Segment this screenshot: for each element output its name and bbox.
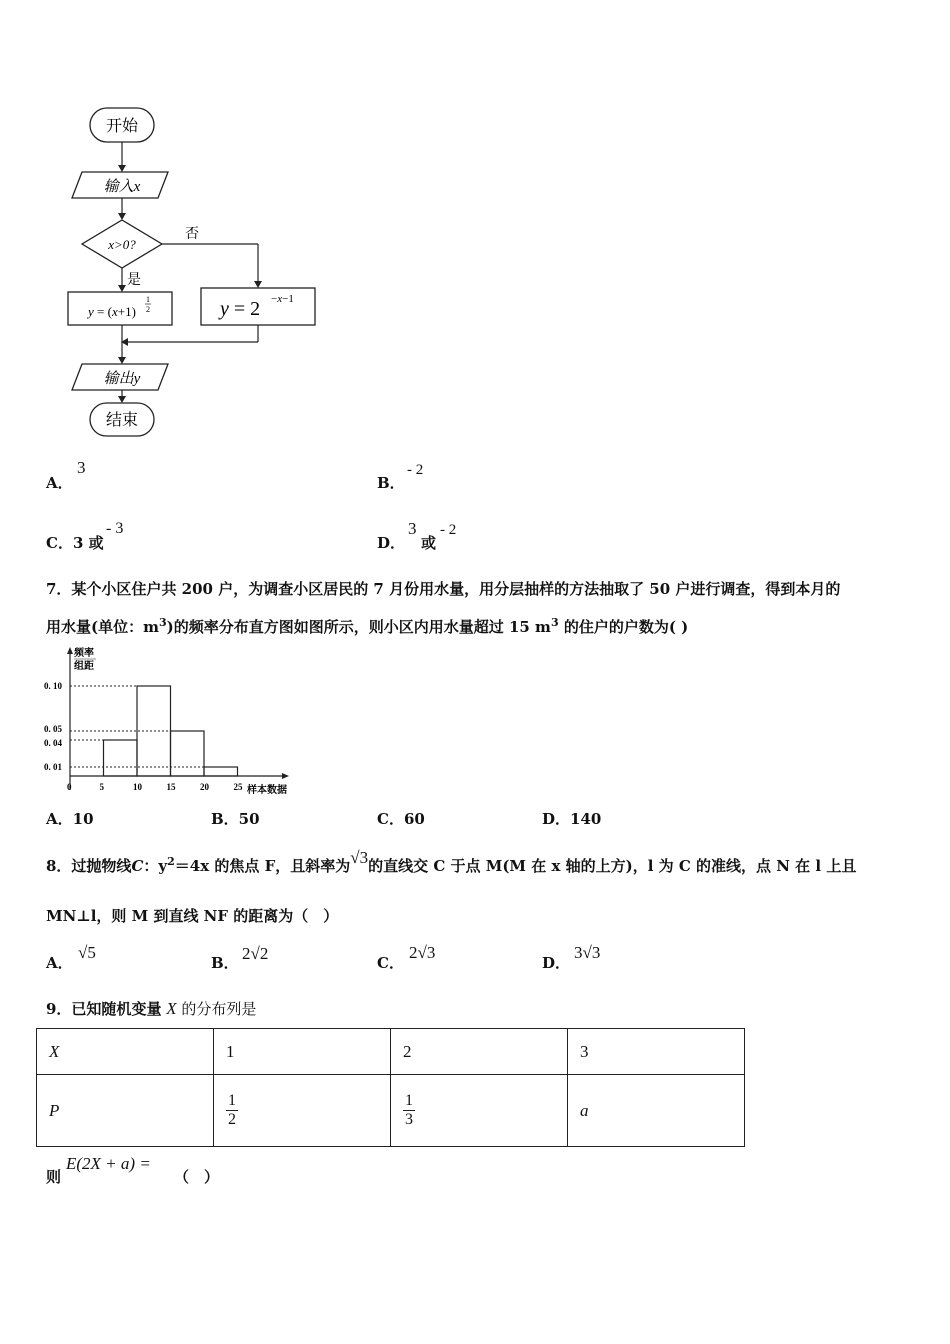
table-row (37, 1075, 745, 1147)
flow-yes-label: 是 (127, 273, 141, 288)
q8-option-b-value: 2√2 (242, 944, 269, 963)
q7-option-c[interactable]: C．60 (377, 810, 425, 828)
table-cell: 1 (214, 1029, 391, 1075)
x-tick-label: 5 (99, 782, 104, 792)
histogram-bar (204, 767, 238, 776)
q9-final-paren: （ ） (174, 1168, 220, 1186)
flow-start-text: 开始 (105, 118, 139, 135)
table-cell (214, 1075, 391, 1147)
distribution-table (36, 1028, 745, 1147)
table-cell: 3 (568, 1029, 745, 1075)
flow-no-formula: y = 2 (220, 298, 261, 320)
table-cell (391, 1075, 568, 1147)
flow-end-text: 结束 (105, 412, 139, 429)
q7-option-d[interactable]: D．140 (542, 810, 602, 828)
flowchart (60, 100, 340, 440)
fraction: $\frac{1}{3}$ (405, 1092, 413, 1128)
x-axis-label: 样本数据 (247, 785, 287, 796)
y-tick-label: 0. 05 (44, 724, 62, 734)
q8-sqrt3: √3 (350, 848, 369, 867)
q9-title: 9．已知随机变量 X 的分布列是 (46, 999, 257, 1018)
flow-no-label: 否 (185, 227, 199, 242)
table-row (37, 1029, 745, 1075)
q7-line1: 7．某个小区住户共 200 户，为调查小区居民的 7 月份用水量，用分层抽样的方法抽取了 50 户进行调查，得到本月的 (46, 580, 841, 598)
x-tick-label: 20 (200, 782, 209, 792)
flow-decision-text: x>0? (108, 237, 136, 252)
q6-option-a[interactable]: A． (46, 474, 73, 492)
q6-option-c-value: - 3 (106, 520, 124, 537)
x-tick-label: 0 (67, 782, 72, 792)
q8-option-a[interactable]: A． (46, 954, 73, 972)
x-tick-label: 10 (133, 782, 142, 792)
fraction: $\frac{1}{2}$ (228, 1092, 236, 1128)
q8-option-a-value: √5 (78, 943, 96, 962)
q6-option-d-value: 3 (408, 519, 417, 538)
q9-final-then: 则 (46, 1168, 62, 1186)
flow-yes-formula: y = (x+1) (88, 304, 136, 319)
q8-option-d[interactable]: D． (542, 954, 571, 972)
table-cell: P (37, 1075, 214, 1147)
q7-line2: 用水量(单位：$m^3$)的频率分布直方图如图所示，则小区内用水量超过 15 $m^3$ 的住户的户数为( ) (46, 616, 689, 636)
y-tick-label: 0. 10 (44, 681, 62, 691)
histogram-bar (171, 731, 205, 776)
flow-output-text: 输出y (103, 371, 141, 387)
q6-option-b[interactable]: B． (377, 474, 405, 492)
table-cell: X (37, 1029, 214, 1075)
table-cell: 2 (391, 1029, 568, 1075)
q6-option-c[interactable]: C．3 或 (46, 534, 104, 552)
histogram-bar (104, 740, 138, 776)
y-tick-label: 0. 01 (44, 762, 62, 772)
q6-option-b-value: - 2 (407, 462, 424, 478)
y-axis-label-2: 组距 (74, 661, 94, 672)
q6-option-d-value2: - 2 (440, 522, 457, 538)
q6-option-d-or: 或 (421, 534, 437, 552)
q8-line2: MN⊥l，则 M 到直线 NF 的距离为（ ） (46, 907, 339, 925)
q8-option-c[interactable]: C． (377, 954, 404, 972)
x-tick-label: 15 (166, 782, 176, 792)
svg-text:−x−1: −x−1 (271, 293, 294, 305)
table-cell: a (568, 1075, 745, 1147)
q6-option-d[interactable]: D． (377, 534, 406, 552)
svg-text:1: 1 (146, 295, 150, 304)
flow-input-text: 输入x (103, 179, 141, 195)
q8-option-b[interactable]: B． (211, 954, 239, 972)
q8-line1: 8．过抛物线C：$y^2=4x$ 的焦点 F，且斜率为√3的直线交 C 于点 M(M 在 x 轴的上方)，l 为 C 的准线，点 N 在 l 上且 (46, 848, 857, 875)
x-tick-label: 25 (233, 782, 243, 792)
q6-option-a-value: 3 (77, 458, 86, 477)
q8-option-d-value: 3√3 (574, 943, 601, 962)
q7-option-a[interactable]: A．10 (46, 810, 94, 828)
q7-option-b[interactable]: B．50 (211, 810, 260, 828)
y-tick-label: 0. 04 (44, 738, 62, 748)
q8-option-c-value: 2√3 (409, 943, 436, 962)
q9-expression: E(2X + a) = (66, 1154, 151, 1173)
y-axis-label-1: 频率 (74, 648, 94, 659)
svg-text:2: 2 (146, 305, 150, 314)
histogram-chart (40, 644, 300, 800)
